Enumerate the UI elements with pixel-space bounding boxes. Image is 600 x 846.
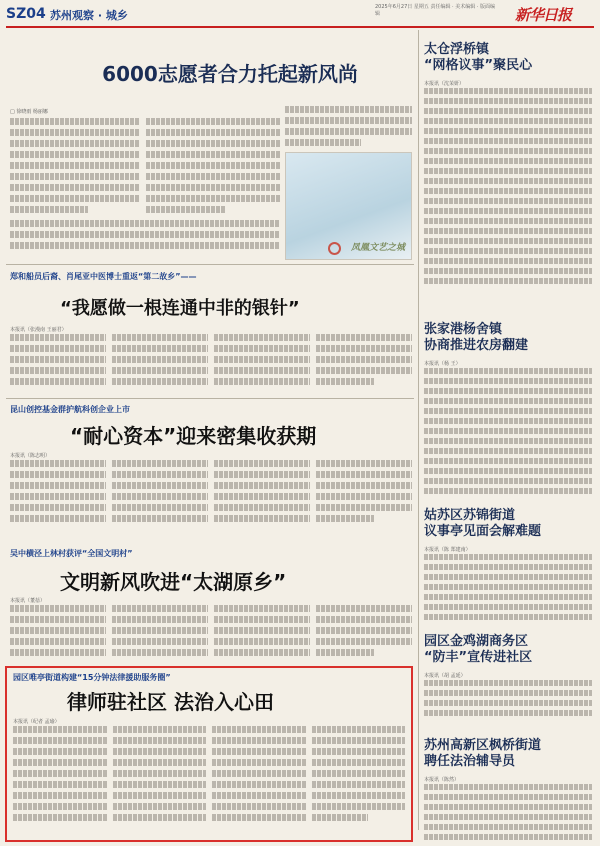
sidebar-5-title-line2: 聘任法治辅导员 — [424, 754, 516, 769]
sidebar-5-body — [424, 784, 592, 840]
sidebar-5-title-line1: 苏州高新区枫桥街道 — [424, 738, 542, 753]
story4-headline: 文明新风吹进“太湖原乡” — [60, 570, 287, 594]
sidebar-2-title — [424, 322, 594, 354]
story2-headline: “我愿做一根连通中非的银针” — [60, 298, 300, 319]
section-name: 苏州观察 · 城乡 — [50, 9, 128, 22]
lead-column-2 — [146, 118, 280, 218]
sidebar-4-title-line1: 园区金鸡湖商务区 — [424, 634, 529, 649]
sidebar-4-title — [424, 634, 594, 666]
sidebar-5-byline: 本报讯（陈然） — [424, 777, 460, 783]
sidebar-3-title-line2: 议事亭见面会解难题 — [424, 524, 542, 539]
sidebar-3-body — [424, 554, 592, 622]
sidebar-4-body — [424, 680, 592, 720]
story5-body — [13, 726, 405, 836]
lead-headline: 6000志愿者合力托起新风尚 — [102, 62, 358, 86]
story4-byline: 本报讯（董蓓） — [10, 598, 46, 604]
divider — [6, 398, 414, 399]
sidebar-5-title — [424, 738, 594, 770]
photo-caption: 凤凰文艺之城 — [350, 243, 405, 253]
divider — [6, 264, 414, 265]
sidebar-2-title-line1: 张家港杨舍镇 — [424, 322, 503, 337]
sidebar-4-title-line2: “防丰”宣传进社区 — [424, 650, 533, 665]
lead-column-bottom — [10, 220, 280, 260]
sidebar-3-title — [424, 508, 594, 540]
story4-body — [10, 605, 412, 661]
story5-headline: 律师驻社区 法治入心田 — [67, 690, 274, 714]
issue-info: 2025年6月27日 星期五 责任编辑 · 美术编辑 · 版面编辑 — [375, 4, 495, 17]
story3-byline: 本报讯（陈志明） — [10, 453, 51, 459]
sidebar-1-byline: 本报讯（沈茉妍） — [424, 81, 465, 87]
sidebar-1-body — [424, 88, 592, 288]
column-divider — [418, 30, 419, 830]
sidebar-2-title-line2: 协商推进农房翻建 — [424, 338, 529, 353]
page-number: SZ04 — [6, 6, 46, 22]
story5-byline: 本报讯（纪者 孟瑜） — [13, 719, 60, 725]
story2-kicker: 郑和船员后裔、肖尾亚中医博士重返“第二故乡”—— — [10, 272, 197, 281]
top-divider — [6, 26, 594, 28]
lead-photo — [285, 152, 412, 260]
sidebar-3-byline: 本报讯（陈 郑建南） — [424, 547, 471, 553]
sidebar-1-title-line1: 太仓浮桥镇 — [424, 42, 490, 57]
story3-body — [10, 460, 412, 532]
newspaper-logo: 新华日报 — [515, 6, 572, 24]
story2-body — [10, 334, 412, 390]
story2-byline: 本报讯（张漫南 王丽君） — [10, 327, 67, 333]
sidebar-1-title-line2: “网格议事”聚民心 — [424, 58, 533, 73]
lead-column-3 — [285, 106, 412, 150]
lead-byline: □ 徐晓雨 杨丽娜 — [10, 109, 48, 115]
sidebar-3-title-line1: 姑苏区苏锦街道 — [424, 508, 516, 523]
story4-kicker: 吴中横泾上林村获评“全国文明村” — [10, 549, 133, 558]
sidebar-1-title — [424, 42, 594, 74]
photo-stamp — [328, 242, 341, 255]
lead-column-1 — [10, 118, 140, 218]
story3-kicker: 昆山创控基金群护航科创企业上市 — [10, 405, 130, 414]
story5-kicker: 园区唯亭街道构建“15分钟法律援助服务圈” — [13, 673, 171, 682]
sidebar-2-byline: 本报讯（杨 王） — [424, 361, 461, 367]
masthead — [0, 0, 600, 36]
sidebar-4-byline: 本报讯（胡 孟延） — [424, 673, 466, 679]
story3-headline: “耐心资本”迎来密集收获期 — [70, 424, 317, 448]
highlighted-article-box — [5, 666, 413, 842]
sidebar-2-body — [424, 368, 592, 494]
